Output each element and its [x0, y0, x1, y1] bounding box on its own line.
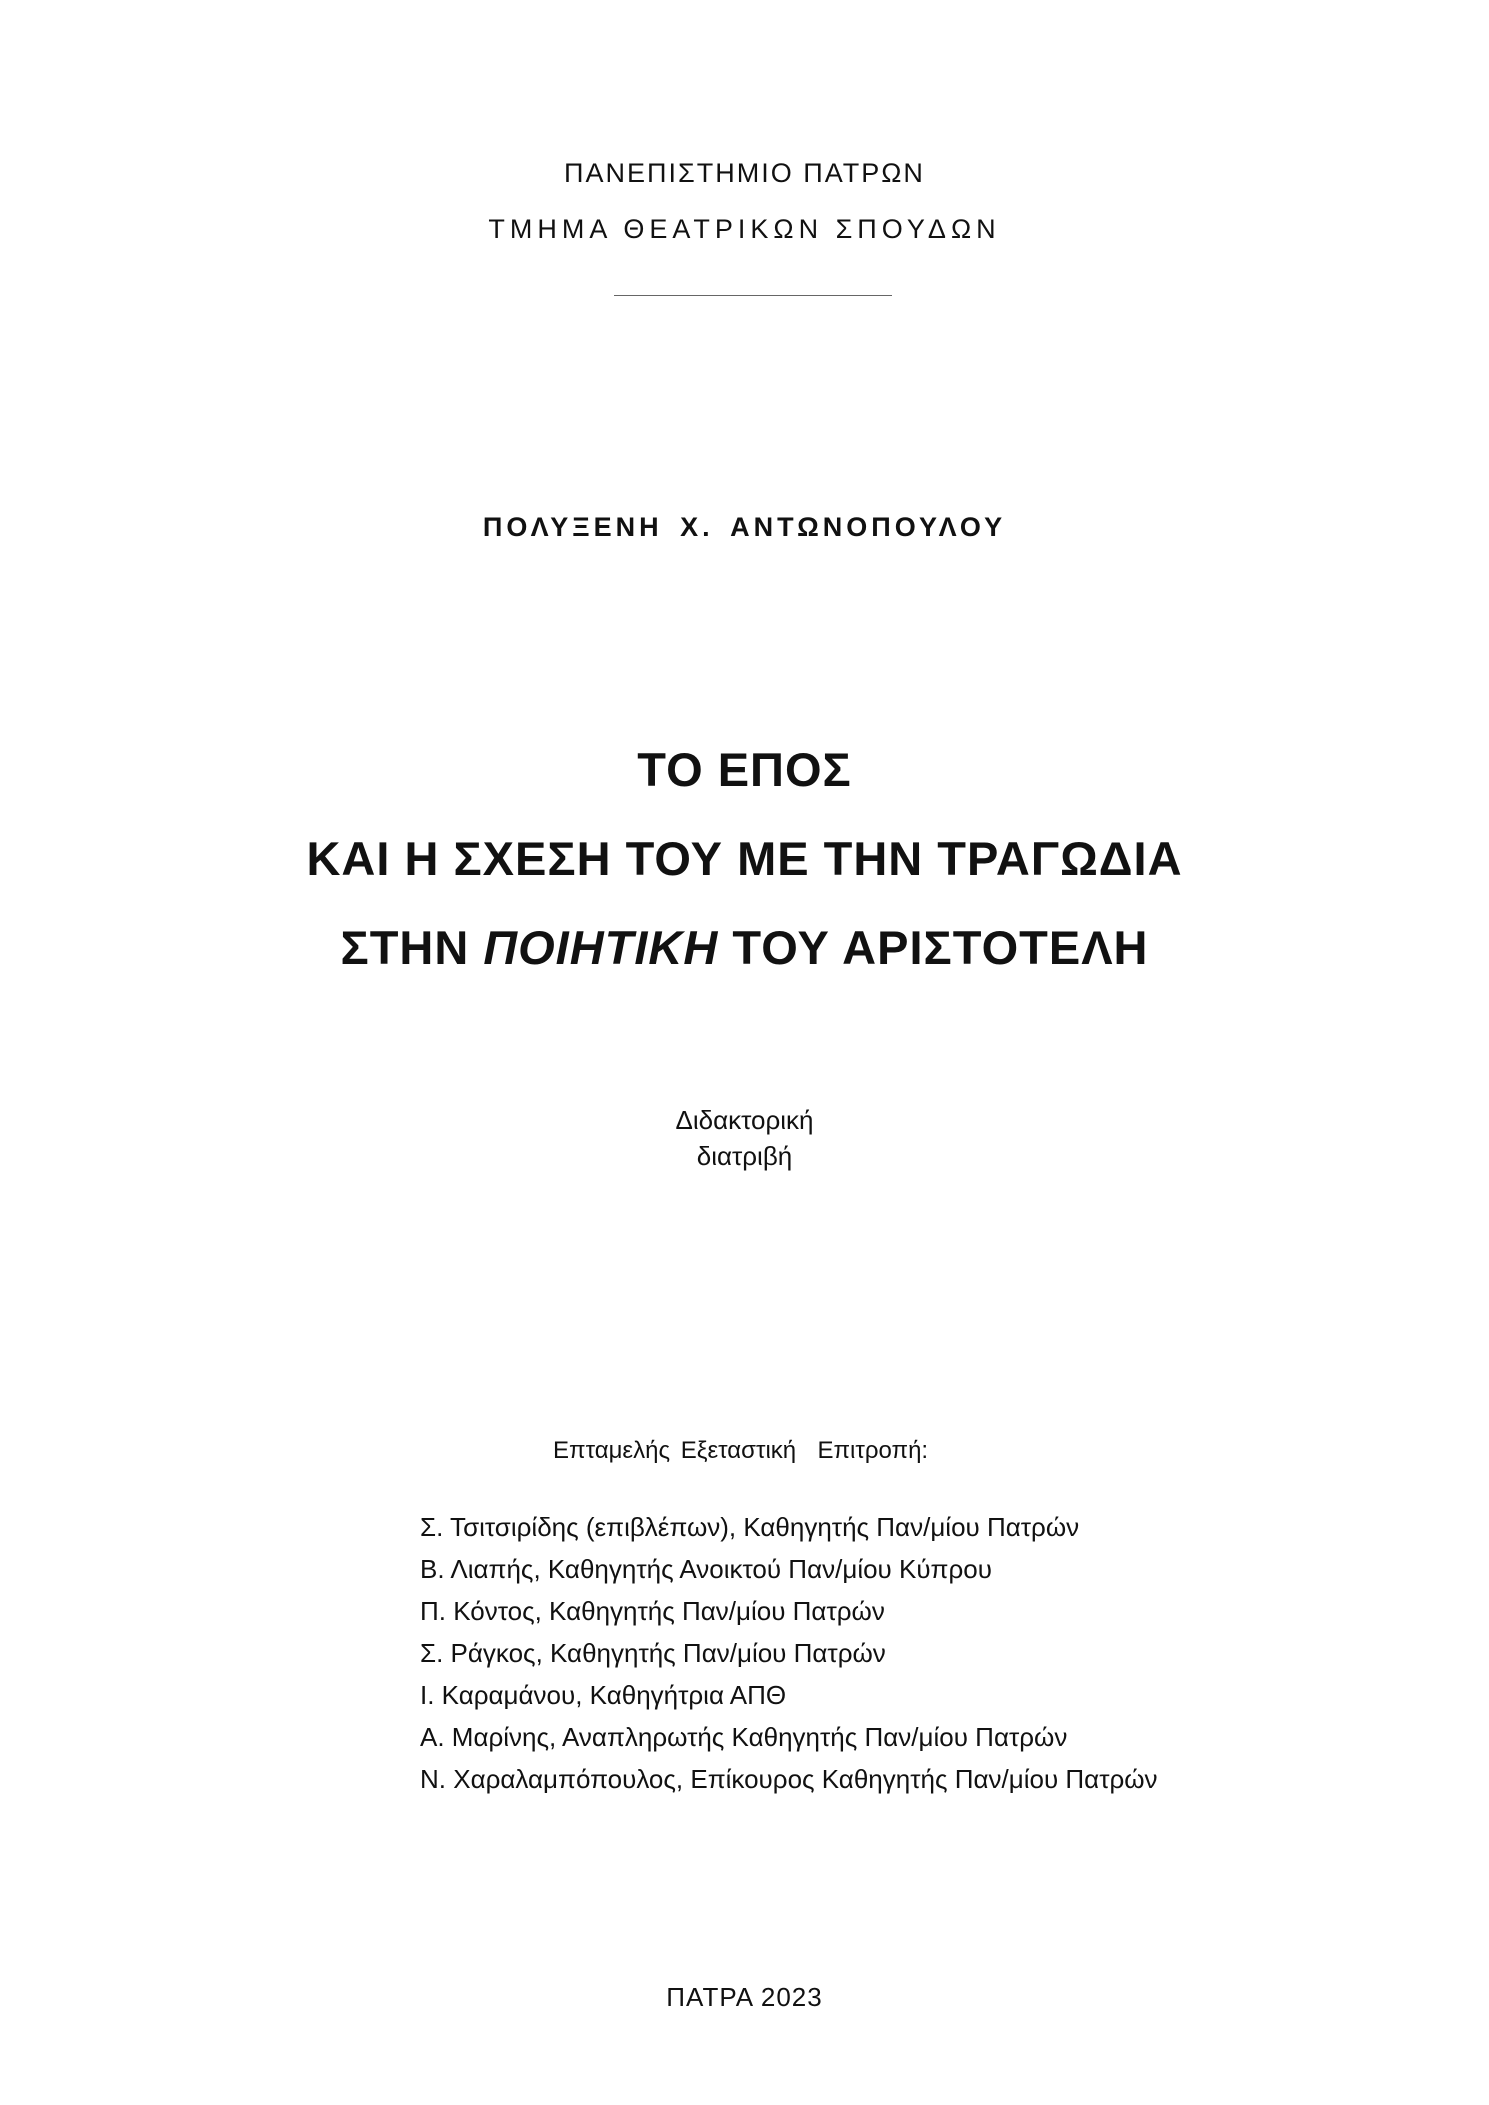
- header-divider: [614, 295, 892, 296]
- title-line-3: [0, 920, 1489, 975]
- committee-member: Β. Λιαπής, Καθηγητής Ανοικτού Παν/μίου Κύπρου: [420, 1554, 992, 1584]
- committee-list: [420, 1506, 1158, 1800]
- committee-member: Ν. Χαραλαμπόπουλος, Επίκουρος Καθηγητής Παν/μίου Πατρών: [420, 1764, 1158, 1794]
- title-line-3-italic: ΠΟΙΗΤΙΚΗ: [483, 921, 719, 974]
- committee-member: Σ. Τσιτσιρίδης (επιβλέπων), Καθηγητής Παν/μίου Πατρών: [420, 1512, 1080, 1542]
- committee-member: Σ. Ράγκος, Καθηγητής Παν/μίου Πατρών: [420, 1638, 886, 1668]
- title-line-3-suffix: ΤΟΥ ΑΡΙΣΤΟΤΕΛΗ: [732, 921, 1149, 974]
- title-line-1: ΤΟ ΕΠΟΣ: [637, 743, 852, 796]
- committee-member: Α. Μαρίνης, Αναπληρωτής Καθηγητής Παν/μίου Πατρών: [420, 1722, 1068, 1752]
- committee-member: Π. Κόντος, Καθηγητής Παν/μίου Πατρών: [420, 1596, 885, 1626]
- university-name: ΠΑΝΕΠΙΣΤΗΜΙΟ ΠΑΤΡΩΝ: [564, 158, 925, 188]
- place-and-year: ΠΑΤΡΑ 2023: [666, 1982, 823, 2012]
- genre-line-2: διατριβή: [696, 1141, 793, 1171]
- document-genre: [0, 1102, 1489, 1174]
- title-line-2: ΚΑΙ Η ΣΧΕΣΗ ΤΟΥ ΜΕ ΤΗΝ ΤΡΑΓΩΔΙΑ: [306, 832, 1183, 885]
- department-name: ΤΜΗΜΑ ΘΕΑΤΡΙΚΩΝ ΣΠΟΥΔΩΝ: [488, 214, 1001, 244]
- genre-line-1: Διδακτορική: [675, 1105, 814, 1135]
- committee-heading: Επταμελής Εξεταστική Επιτροπή:: [553, 1437, 929, 1464]
- committee-member: Ι. Καραμάνου, Καθηγήτρια ΑΠΘ: [420, 1680, 787, 1710]
- author-name: ΠΟΛΥΞΕΝΗ Χ. ΑΝΤΩΝΟΠΟΥΛΟΥ: [482, 512, 1007, 542]
- title-line-3-prefix: ΣΤΗΝ: [340, 921, 470, 974]
